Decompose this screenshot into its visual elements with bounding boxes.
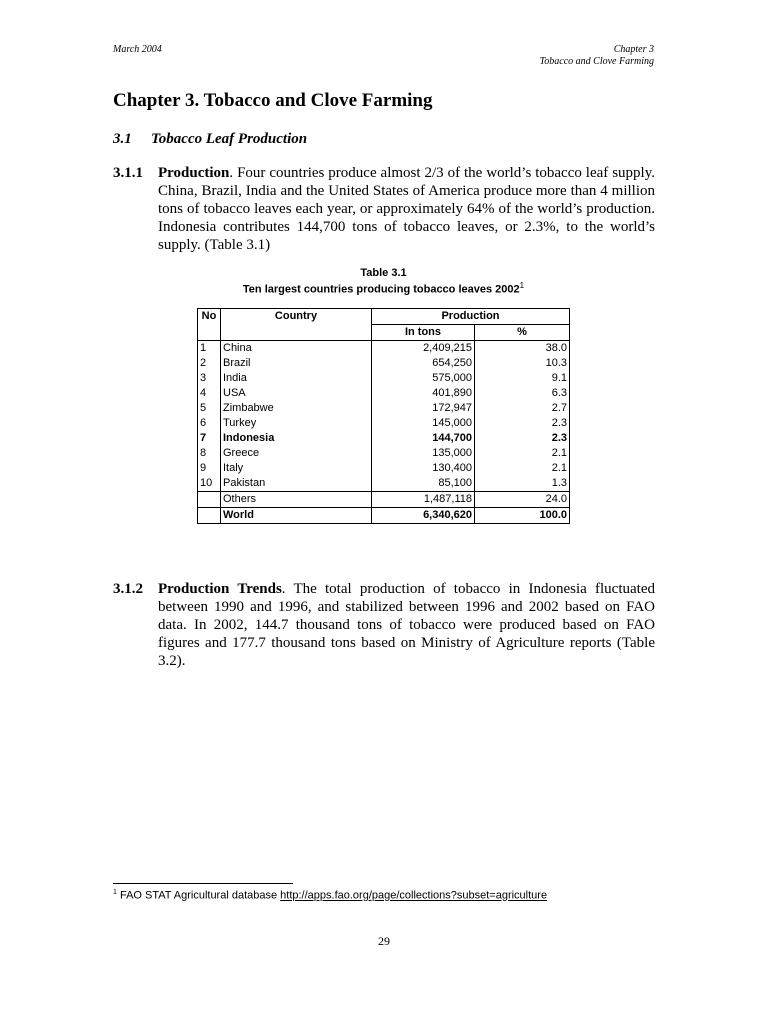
pct-cell: 9.1	[475, 371, 570, 386]
paragraph-text: . Four countries produce almost 2/3 of the world’s tobacco leaf supply. China, Brazil, India and the United States of America produce more than 4 million tons of tobacco leaves each year, or approximately 64% of the world’s production. Indonesia contributes 144,700 tons of tobacco leaves, or 2.3%, to the world’s supply. (Table 3.1)	[158, 165, 655, 253]
country-cell: Greece	[221, 446, 372, 461]
no-cell: 10	[198, 476, 221, 492]
table-row	[198, 341, 570, 357]
section-heading	[113, 131, 307, 148]
tons-cell: 85,100	[372, 476, 475, 492]
table-row	[198, 401, 570, 416]
paragraph-text: . The total production of tobacco in Indonesia fluctuated between 1990 and 1996, and stabilized between 1996 and 2002 based on FAO data. In 2002, 144.7 thousand tons of tobacco were produced based on FAO figures and 177.7 thousand tons based on Ministry of Agriculture reports (Table 3.2).	[158, 581, 655, 669]
country-cell: Pakistan	[221, 476, 372, 492]
tons-cell: 145,000	[372, 416, 475, 431]
tons-cell: 2,409,215	[372, 341, 475, 357]
footnote-link[interactable]: http://apps.fao.org/page/collections?subset=agriculture	[280, 889, 548, 902]
chapter-title: Chapter 3. Tobacco and Clove Farming	[113, 90, 433, 111]
country-cell: India	[221, 371, 372, 386]
paragraph-production	[113, 164, 655, 254]
pct-cell: 38.0	[475, 341, 570, 357]
no-cell: 4	[198, 386, 221, 401]
paragraph-lead: Production	[158, 165, 230, 181]
header-pct: %	[475, 325, 570, 341]
tons-cell: 6,340,620	[372, 508, 475, 524]
table-caption-text: Ten largest countries producing tobacco leaves 2002	[242, 283, 520, 296]
country-cell: Brazil	[221, 356, 372, 371]
table-row	[198, 476, 570, 492]
header-country: Country	[221, 309, 372, 341]
no-cell: 9	[198, 461, 221, 476]
table-row	[198, 356, 570, 371]
header-chapter-subtitle: Tobacco and Clove Farming	[539, 56, 654, 67]
country-cell: USA	[221, 386, 372, 401]
pct-cell: 6.3	[475, 386, 570, 401]
table-row-others	[198, 492, 570, 508]
paragraph-number: 3.1.1	[113, 165, 143, 181]
tons-cell: 1,487,118	[372, 492, 475, 508]
footnote-text: FAO STAT Agricultural database	[119, 889, 281, 902]
no-cell: 5	[198, 401, 221, 416]
header-chapter-block	[540, 44, 654, 68]
table-row	[198, 386, 570, 401]
page-number: 29	[378, 934, 390, 948]
tons-cell: 172,947	[372, 401, 475, 416]
tons-cell: 130,400	[372, 461, 475, 476]
table-footnote-ref: 1	[519, 281, 525, 290]
table-row	[198, 416, 570, 431]
country-cell: Indonesia	[221, 431, 372, 446]
header-production: Production	[372, 309, 570, 325]
no-cell: 6	[198, 416, 221, 431]
tons-cell: 654,250	[372, 356, 475, 371]
country-cell: Others	[221, 492, 372, 508]
production-table	[197, 308, 570, 524]
pct-cell: 2.3	[475, 431, 570, 446]
section-number: 3.1	[113, 131, 132, 147]
tons-cell: 401,890	[372, 386, 475, 401]
tons-cell: 144,700	[372, 431, 475, 446]
footnote-divider	[113, 883, 293, 884]
pct-cell: 2.3	[475, 416, 570, 431]
no-cell: 1	[198, 341, 221, 357]
table-caption-number: Table 3.1	[360, 267, 407, 279]
table-row-world	[198, 508, 570, 524]
country-cell: Turkey	[221, 416, 372, 431]
country-cell: Zimbabwe	[221, 401, 372, 416]
header-chapter: Chapter 3	[613, 44, 654, 55]
footnote	[113, 889, 547, 902]
pct-cell: 1.3	[475, 476, 570, 492]
table-row	[198, 431, 570, 446]
tons-cell: 575,000	[372, 371, 475, 386]
paragraph-trends	[113, 580, 655, 670]
section-title: Tobacco Leaf Production	[151, 131, 308, 147]
no-cell: 8	[198, 446, 221, 461]
table-row	[198, 371, 570, 386]
no-cell: 7	[198, 431, 221, 446]
paragraph-lead: Production Trends	[158, 581, 282, 597]
header-date: March 2004	[113, 44, 162, 55]
header-no: No	[198, 309, 221, 341]
pct-cell: 10.3	[475, 356, 570, 371]
pct-cell: 2.1	[475, 461, 570, 476]
tons-cell: 135,000	[372, 446, 475, 461]
table-row	[198, 446, 570, 461]
pct-cell: 24.0	[475, 492, 570, 508]
country-cell: Italy	[221, 461, 372, 476]
header-tons: In tons	[372, 325, 475, 341]
paragraph-number: 3.1.2	[113, 581, 143, 597]
table-caption-title	[197, 281, 570, 296]
pct-cell: 100.0	[475, 508, 570, 524]
no-cell: 3	[198, 371, 221, 386]
country-cell: China	[221, 341, 372, 357]
pct-cell: 2.1	[475, 446, 570, 461]
footnote-marker: 1	[113, 889, 117, 896]
pct-cell: 2.7	[475, 401, 570, 416]
country-cell: World	[221, 508, 372, 524]
no-cell: 2	[198, 356, 221, 371]
table-row	[198, 461, 570, 476]
